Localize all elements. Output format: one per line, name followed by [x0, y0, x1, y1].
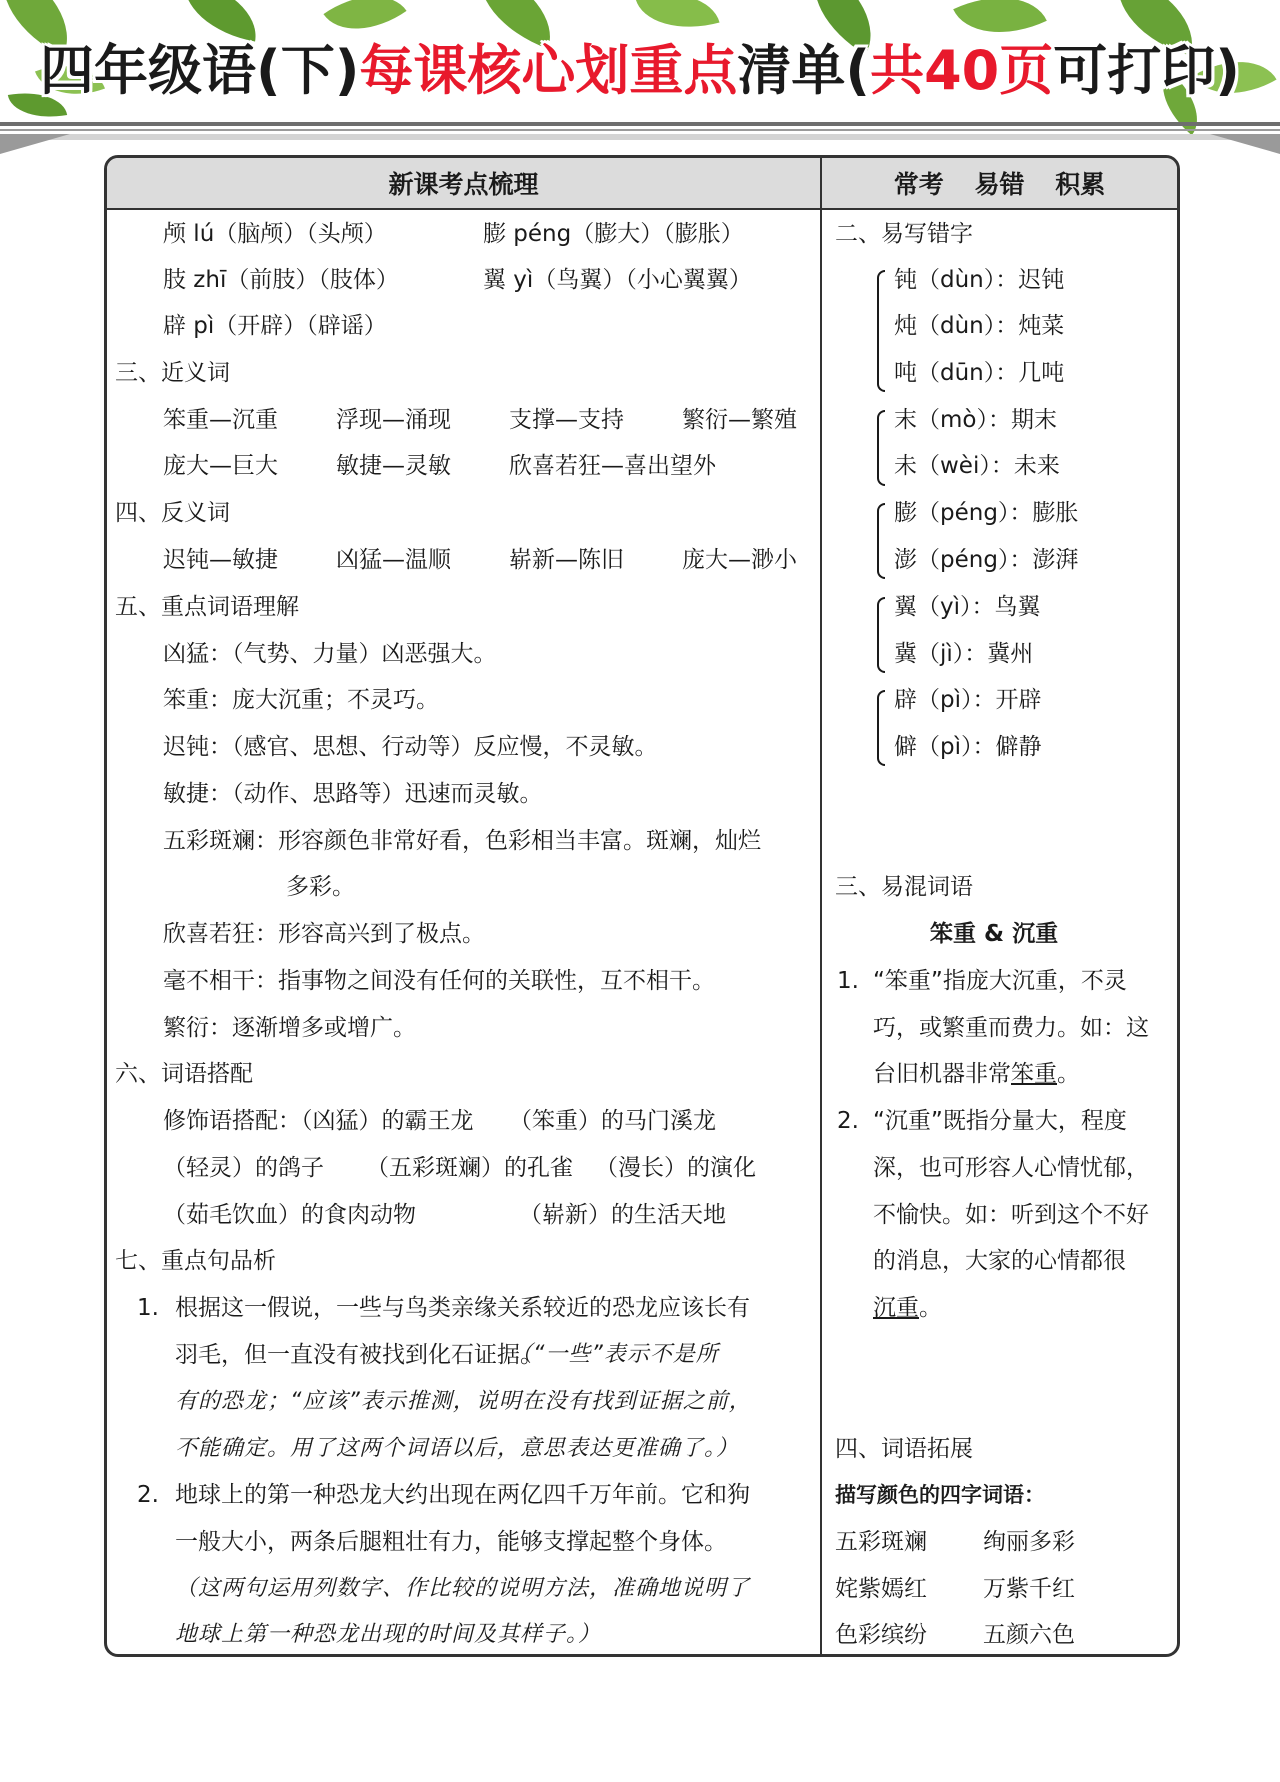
brace-icon [877, 270, 885, 392]
sentence-text: 根据这一假说，一些与鸟类亲缘关系较近的恐龙应该长有 [175, 1295, 750, 1321]
word-meaning: 五彩斑斓：形容颜色非常好看，色彩相当丰富。斑斓，灿烂 [163, 828, 761, 854]
brace-icon [877, 503, 885, 579]
synonym-pair: 支撑—支持 [509, 407, 624, 433]
confusable-text [873, 1293, 942, 1323]
collocation: （茹毛饮血）的食肉动物 [163, 1202, 416, 1228]
vocab-item: 辟 pì（开辟）（辟谣） [163, 313, 387, 339]
synonym-pair: 繁衍—繁殖 [682, 407, 797, 433]
confusable-text: 深，也可形容人心情忧郁， [873, 1155, 1149, 1181]
word-meaning: 凶猛：（气势、力量）凶恶强大。 [163, 641, 497, 667]
confusable-text: “笨重”指庞大沉重，不灵 [873, 968, 1127, 994]
collocation: 修饰语搭配：（凶猛）的霸王龙 [163, 1108, 474, 1134]
typo-item: 未（wèi）：未来 [894, 453, 1060, 479]
sentence-text: 一般大小，两条后腿粗壮有力，能够支撑起整个身体。 [175, 1529, 727, 1555]
expand-word: 万紫千红 [983, 1576, 1075, 1602]
typo-item: 僻（pì）：僻静 [894, 734, 1042, 760]
typo-item: 末（mò）：期末 [894, 407, 1057, 433]
vocab-item: 肢 zhī（前肢）（肢体） [163, 267, 399, 293]
antonym-pair: 迟钝—敏捷 [163, 547, 278, 573]
vocab-item: 翼 yì（鸟翼）（小心翼翼） [483, 267, 752, 293]
synonym-pair: 笨重—沉重 [163, 407, 278, 433]
brace-icon [877, 597, 885, 673]
synonym-pair: 欣喜若狂—喜出望外 [509, 453, 716, 479]
word-meaning: 毫不相干：指事物之间没有任何的关联性，互不相干。 [163, 968, 715, 994]
typo-item: 澎（péng）：澎湃 [894, 547, 1079, 573]
section-heading: 六、词语搭配 [115, 1061, 253, 1087]
title-part: 清单( [737, 39, 871, 102]
sentence-note: （“一些”表示不是所 [510, 1342, 719, 1367]
title-part: 共40页 [870, 39, 1054, 102]
sentence-text: 地球上的第一种恐龙大约出现在两亿四千万年前。它和狗 [175, 1482, 750, 1508]
section-heading: 五、重点词语理解 [115, 594, 299, 620]
sentence-note: 有的恐龙；“应该”表示推测，说明在没有找到证据之前， [175, 1389, 752, 1414]
notes-table [104, 155, 1180, 1657]
word-meaning: 欣喜若狂：形容高兴到了极点。 [163, 921, 485, 947]
word-meaning: 敏捷：（动作、思路等）迅速而灵敏。 [163, 781, 543, 807]
left-column-header: 新课考点梳理 [107, 158, 820, 210]
confusable-text: 巧，或繁重而费力。如：这 [873, 1015, 1149, 1041]
vocab-item: 膨 péng（膨大）（膨胀） [483, 221, 744, 247]
sentence-note: 不能确定。用了这两个词语以后，意思表达更准确了。） [175, 1436, 740, 1461]
synonym-pair: 庞大—巨大 [163, 453, 278, 479]
expand-word: 五颜六色 [983, 1622, 1075, 1648]
section-heading: 三、易混词语 [835, 874, 973, 900]
collocation: （轻灵）的鸽子 [163, 1155, 324, 1181]
brace-icon [877, 410, 885, 486]
typo-item: 膨（péng）：膨胀 [894, 500, 1079, 526]
title-part: 可打印) [1053, 39, 1240, 102]
typo-item: 吨（dūn）：几吨 [894, 360, 1065, 386]
synonym-pair: 敏捷—灵敏 [336, 453, 451, 479]
antonym-pair: 庞大—渺小 [682, 547, 797, 573]
confusable-text: 的消息，大家的心情都很 [873, 1248, 1126, 1274]
title-part: 每课核心划重点 [359, 39, 738, 102]
collocation: （笨重）的马门溪龙 [509, 1108, 716, 1134]
expand-word: 绚丽多彩 [983, 1529, 1075, 1555]
expand-word: 五彩斑斓 [835, 1529, 927, 1555]
section-heading: 七、重点句品析 [115, 1248, 276, 1274]
text-fragment: 台旧机器非常 [873, 1061, 1011, 1087]
typo-item: 冀（jì）：冀州 [894, 641, 1034, 667]
right-column-header: 常考 易错 积累 [822, 158, 1177, 210]
item-number: 2. [837, 1108, 859, 1134]
synonym-pair: 浮现—涌现 [336, 407, 451, 433]
collocation: （漫长）的演化 [595, 1155, 756, 1181]
section-heading: 二、易写错字 [835, 221, 973, 247]
word-meaning: 笨重：庞大沉重；不灵巧。 [163, 687, 439, 713]
vocab-item: 颅 lú（脑颅）（头颅） [163, 221, 387, 247]
column-divider [820, 158, 822, 1654]
expand-word: 姹紫嫣红 [835, 1576, 927, 1602]
typo-item: 钝（dùn）：迟钝 [894, 267, 1065, 293]
word-meaning: 多彩。 [286, 874, 355, 900]
sentence-note: （这两句运用列数字、作比较的说明方法，准确地说明了 [175, 1576, 751, 1601]
header-corner [1210, 134, 1280, 154]
typo-item: 辟（pì）：开辟 [894, 687, 1042, 713]
section-heading: 四、反义词 [115, 500, 230, 526]
confusable-title: 笨重 & 沉重 [930, 921, 1059, 947]
item-number: 1. [837, 968, 859, 994]
expand-word: 色彩缤纷 [835, 1622, 927, 1648]
text-fragment: 。 [919, 1295, 942, 1321]
sentence-number: 2. [137, 1482, 159, 1508]
underlined-word: 笨重 [1011, 1061, 1057, 1087]
confusable-text [873, 1059, 1080, 1089]
sentence-number: 1. [137, 1295, 159, 1321]
section-heading: 四、词语拓展 [835, 1436, 973, 1462]
underlined-word: 沉重 [873, 1295, 919, 1321]
collocation: （五彩斑斓）的孔雀 [366, 1155, 573, 1181]
expand-subtitle: 描写颜色的四字词语： [835, 1483, 1045, 1507]
page-title [0, 28, 1280, 105]
antonym-pair: 凶猛—温顺 [336, 547, 451, 573]
header-rule [0, 134, 1280, 140]
header-rule [0, 122, 1280, 126]
header-rule [0, 129, 1280, 131]
brace-icon [877, 690, 885, 766]
sentence-text: 羽毛，但一直没有被找到化石证据。 [175, 1342, 543, 1368]
header-corner [0, 134, 70, 154]
word-meaning: 迟钝：（感官、思想、行动等）反应慢，不灵敏。 [163, 734, 658, 760]
typo-item: 翼（yì）：鸟翼 [894, 594, 1041, 620]
confusable-text: 不愉快。如：听到这个不好 [873, 1202, 1149, 1228]
antonym-pair: 崭新—陈旧 [509, 547, 624, 573]
header-banner [0, 0, 1280, 150]
sentence-note: 地球上第一种恐龙出现的时间及其样子。） [175, 1622, 602, 1647]
text-fragment: 。 [1057, 1061, 1080, 1087]
word-meaning: 繁衍：逐渐增多或增广。 [163, 1015, 416, 1041]
typo-item: 炖（dùn）：炖菜 [894, 313, 1065, 339]
title-part: 四年级语(下) [40, 39, 360, 102]
collocation: （崭新）的生活天地 [519, 1202, 726, 1228]
confusable-text: “沉重”既指分量大，程度 [873, 1108, 1127, 1134]
section-heading: 三、近义词 [115, 360, 230, 386]
